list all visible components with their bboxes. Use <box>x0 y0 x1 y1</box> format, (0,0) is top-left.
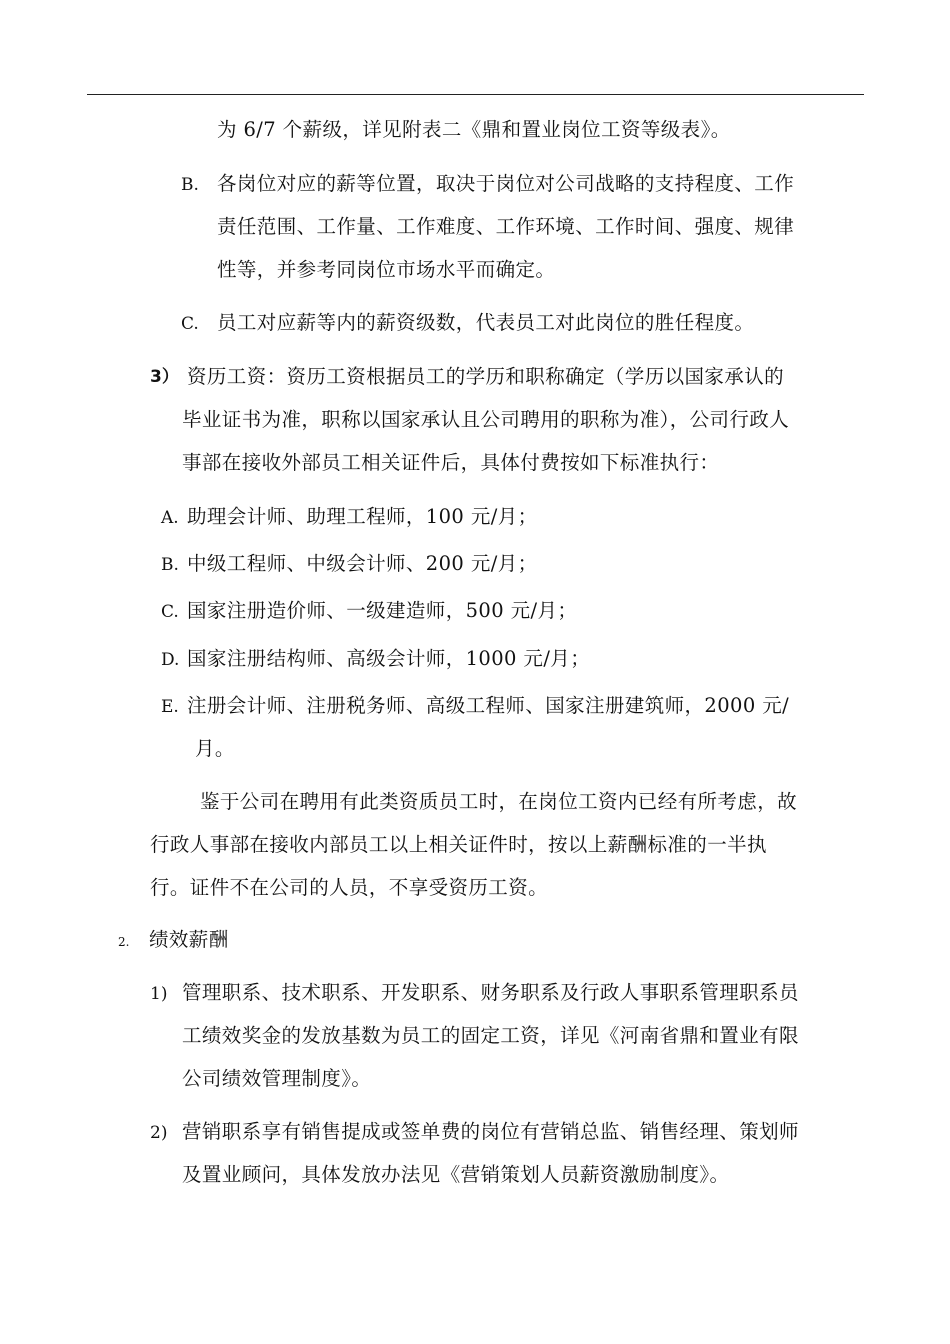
paragraph-line: 管理职系、技术职系、开发职系、财务职系及行政人事职系管理职系员 <box>182 981 799 1004</box>
paragraph-line: 行政人事部在接收内部员工以上相关证件时，按以上薪酬标准的一半执 <box>150 833 767 856</box>
list-marker: E. <box>161 697 179 717</box>
paragraph-line: 注册会计师、注册税务师、高级工程师、国家注册建筑师，2000 元/ <box>187 694 790 717</box>
section-heading: 绩效薪酬 <box>149 928 229 951</box>
paragraph-line: 工绩效奖金的发放基数为员工的固定工资，详见《河南省鼎和置业有限 <box>182 1024 799 1047</box>
header-rule <box>87 94 864 95</box>
paragraph-line: 公司绩效管理制度》。 <box>182 1067 372 1090</box>
paragraph-line: 及置业顾问，具体发放办法见《营销策划人员薪资激励制度》。 <box>182 1163 730 1186</box>
paragraph-line: 行。证件不在公司的人员，不享受资历工资。 <box>150 876 549 899</box>
list-marker: D. <box>161 650 180 670</box>
list-marker: 2) <box>150 1123 168 1143</box>
paragraph-line: 性等，并参考同岗位市场水平而确定。 <box>217 258 556 281</box>
paragraph-line: 营销职系享有销售提成或签单费的岗位有营销总监、销售经理、策划师 <box>182 1120 799 1143</box>
paragraph-line: 中级工程师、中级会计师、200 元/月； <box>187 552 538 575</box>
paragraph-line: 责任范围、工作量、工作难度、工作环境、工作时间、强度、规律 <box>217 215 795 238</box>
list-marker: B. <box>181 175 199 195</box>
paragraph-line: 为 6/7 个薪级，详见附表二《鼎和置业岗位工资等级表》。 <box>217 118 731 141</box>
list-marker: B. <box>161 555 179 575</box>
paragraph-line: 事部在接收外部员工相关证件后，具体付费按如下标准执行： <box>182 451 720 474</box>
list-marker: C. <box>161 602 179 622</box>
paragraph-line: 鉴于公司在聘用有此类资质员工时，在岗位工资内已经有所考虑，故 <box>200 790 798 813</box>
paragraph-line: 国家注册结构师、高级会计师，1000 元/月； <box>187 647 591 670</box>
paragraph-line: 员工对应薪等内的薪资级数，代表员工对此岗位的胜任程度。 <box>217 311 755 334</box>
section-number: 2. <box>118 935 130 949</box>
list-marker: A. <box>161 508 179 528</box>
paragraph-line: 毕业证书为准，职称以国家承认且公司聘用的职称为准），公司行政人 <box>182 408 790 431</box>
list-marker: C. <box>181 314 199 334</box>
list-marker: 3） <box>150 367 179 387</box>
list-marker: 1) <box>150 984 168 1004</box>
paragraph-line: 国家注册造价师、一级建造师，500 元/月； <box>187 599 578 622</box>
paragraph-line: 资历工资：资历工资根据员工的学历和职称确定（学历以国家承认的 <box>187 365 785 388</box>
paragraph-line: 各岗位对应的薪等位置，取决于岗位对公司战略的支持程度、工作 <box>217 172 795 195</box>
paragraph-line: 助理会计师、助理工程师，100 元/月； <box>187 505 538 528</box>
paragraph-line: 月。 <box>195 737 235 760</box>
